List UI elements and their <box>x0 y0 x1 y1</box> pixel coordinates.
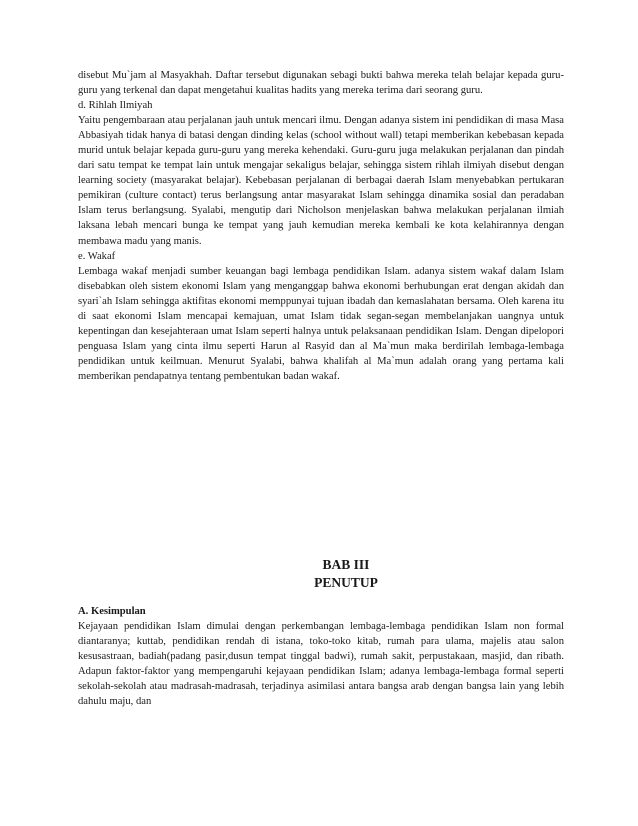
kesimpulan-heading: A. Kesimpulan <box>78 605 146 617</box>
rihlah-paragraph: Yaitu pengembaraan atau perjalanan jauh untuk mencari ilmu. Dengan adanya sistem ini pendidikan di masa Masa Abbasiyah tidak hanya di batasi dengan dinding kelas (school without wall) tetapi memberikan kebebasan kepada murid untuk belajar kepada guru-guru yang mereka kehendaki. Guru-guru juga melakukan perjalanan dan pindah dari satu tempat ke tempat lain untuk mengajar sekaligus belajar, sehingga sistem rihlah ilmiyah disebut dengan learning society (masyarakat belajar). Kebebasan perjalanan di berbagai daerah Islam menyebabkan pertukaran pemikiran (culture contact) terus berlangsung antar masyarakat Islam sehingga dinamika sosial dan peradaban Islam terus berlangsung. Syalabi, mengutip dari Nicholson menjelaskan bahwa melakukan perjalanan ilmiah laksana lebah mencari bunga ke tempat yang jauh kemudian mereka kembali ke kota kelahirannya dengan membawa madu yang manis. <box>78 115 564 247</box>
document-page <box>78 68 564 709</box>
rihlah-heading: d. Rihlah Ilmiyah <box>78 100 153 112</box>
section-gap <box>78 592 564 604</box>
kesimpulan-paragraph: Kejayaan pendidikan Islam dimulai dengan perkembangan lembaga-lembaga pendidikan Islam non formal diantaranya; kuttab, pendidikan rendah di istana, toko-toko kitab, rumah para ulama, majelis atau salon kesusastraan, badiah(padang pasir,dusun tempat tinggal badwi), rumah sakit, perpustakaan, masjid, dan ribath. Adapun faktor-faktor yang mempengaruhi kejayaan pendidikan Islam; adanya lembaga-lembaga formal seperti sekolah-sekolah atau madrasah-madrasah, terjadinya asimilasi antara bangsa arab dengan bangsa lain yang lebih dahulu maju, dan <box>78 621 564 708</box>
chapter-number: BAB III <box>322 556 370 572</box>
continuation-paragraph: disebut Mu`jam al Masyakhah. Daftar tersebut digunakan sebagi bukti bahwa mereka telah belajar kepada guru-guru yang terkenal dan dapat mengetahui kualitas hadits yang mereka terima dari seorang guru. <box>78 70 564 97</box>
page-gap <box>78 384 564 556</box>
wakaf-heading: e. Wakaf <box>78 250 116 262</box>
wakaf-paragraph: Lembaga wakaf menjadi sumber keuangan bagi lembaga pendidikan Islam. adanya sistem wakaf dalam Islam disebabkan oleh sistem ekonomi Islam yang menganggap bahwa ekonomi berhubungan erat dengan akidah dan syari`ah Islam sehingga aktifitas ekonomi memppunyai tujuan ibadah dan kemaslahatan bersama. Oleh karena itu di saat ekonomi Islam mencapai kemajuan, umat Islam tidak segan-segan membelanjakan uangnya untuk kepentingan dan kesejahteraan umat Islam seperti halnya untuk pelaksanaan pendidikan Islam. Dengan dipelopori penguasa Islam yang cinta ilmu seperti Harun al Rasyid dan al Ma`mun maka berdirilah lembaga-lembaga pendidikan untuk keilmuan. Menurut Syalabi, bahwa khalifah al Ma`mun adalah orang yang pertama kali memberikan pendapatnya tentang pembentukan badan wakaf. <box>78 265 564 382</box>
chapter-title: PENUTUP <box>314 574 378 590</box>
